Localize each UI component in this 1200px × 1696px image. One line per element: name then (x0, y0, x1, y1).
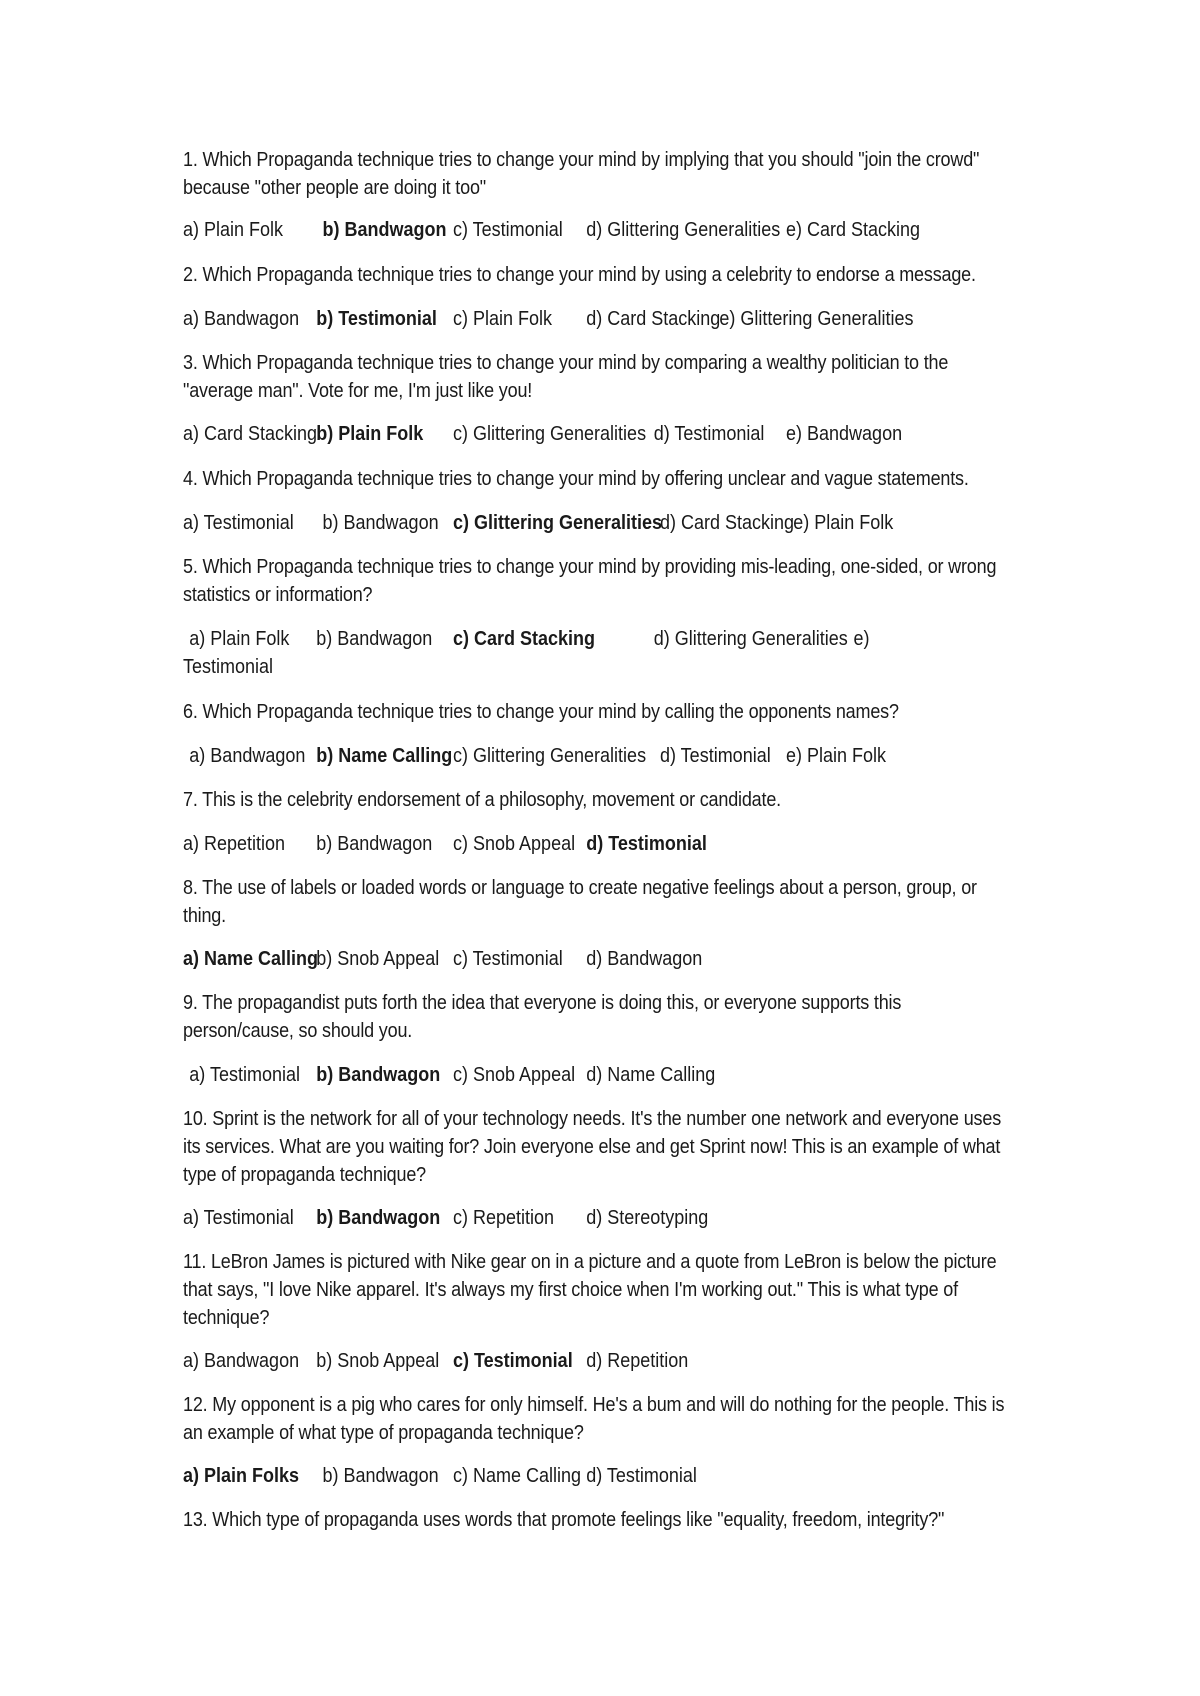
question-9-text: 9. The propagandist puts forth the idea that everyone is doing this, or everyone supports this person/cause, so should you. (183, 992, 902, 1042)
question-13-text: 13. Which type of propaganda uses words that promote feelings like "equality, freedom, integrity?" (183, 1509, 945, 1531)
option-answer: b) Name Calling (316, 745, 453, 767)
question-3-text: 3. Which Propaganda technique tries to change your mind by comparing a wealthy politician to the "average man". Vote for me, I'm just like you! (183, 352, 949, 402)
option: b) Bandwagon (316, 833, 433, 855)
option-answer: a) Plain Folks (183, 1465, 300, 1487)
option: c) Repetition (453, 1207, 555, 1229)
option: a) Testimonial (183, 512, 294, 534)
option-answer: c) Glittering Generalities (453, 512, 663, 534)
option: b) Bandwagon (322, 1465, 439, 1487)
option: d) Stereotyping (586, 1207, 709, 1229)
question-2-text: 2. Which Propaganda technique tries to change your mind by using a celebrity to endorse a message. (183, 264, 976, 286)
option-answer: b) Bandwagon (316, 1064, 441, 1086)
option: d) Card Stacking (586, 308, 721, 330)
option: a) Testimonial (183, 1207, 294, 1229)
option-answer: b) Testimonial (316, 308, 437, 330)
question-10-text: 10. Sprint is the network for all of your technology needs. It's the number one network and everyone uses its services. What are you waiting for? Join everyone else and get Sprint now! This is an example of what type of propaganda technique? (183, 1108, 1002, 1186)
option: e) Bandwagon (786, 423, 903, 445)
option: e) (853, 628, 870, 650)
question-6-text: 6. Which Propaganda technique tries to change your mind by calling the opponents names? (183, 701, 899, 723)
question-11-text: 11. LeBron James is pictured with Nike gear on in a picture and a quote from LeBron is below the picture that says, "I love Nike apparel. It's always my first choice when I'm working out." This is what type of technique? (183, 1251, 997, 1329)
question-1-text: 1. Which Propaganda technique tries to change your mind by implying that you should "join the crowd" because "other people are doing it too" (183, 149, 980, 199)
option: c) Testimonial (453, 219, 563, 241)
option-answer: c) Card Stacking (453, 628, 596, 650)
question-4-text: 4. Which Propaganda technique tries to change your mind by offering unclear and vague statements. (183, 468, 969, 490)
option: d) Bandwagon (586, 948, 703, 970)
option: b) Bandwagon (316, 628, 433, 650)
option: d) Testimonial (653, 423, 765, 445)
option-answer: b) Bandwagon (322, 219, 447, 241)
question-5-text: 5. Which Propaganda technique tries to change your mind by providing mis-leading, one-sided, or wrong statistics or information? (183, 556, 997, 606)
option: d) Glittering Generalities (653, 628, 848, 650)
option: d) Glittering Generalities (586, 219, 781, 241)
option: a) Testimonial (189, 1064, 301, 1086)
option: c) Name Calling (453, 1465, 582, 1487)
option: e) Glittering Generalities (719, 308, 914, 330)
option: c) Snob Appeal (453, 1064, 576, 1086)
option-answer: d) Testimonial (586, 833, 707, 855)
option: d) Testimonial (586, 1465, 697, 1487)
option: b) Bandwagon (322, 512, 439, 534)
option: e) Card Stacking (786, 219, 921, 241)
option: a) Bandwagon (183, 308, 300, 330)
option: c) Glittering Generalities (453, 423, 647, 445)
option: c) Glittering Generalities (453, 745, 647, 767)
option: a) Repetition (183, 833, 286, 855)
option: a) Plain Folk (189, 628, 290, 650)
option: e) Plain Folk (793, 512, 894, 534)
option: c) Snob Appeal (453, 833, 576, 855)
option-answer: c) Testimonial (453, 1350, 573, 1372)
question-8-text: 8. The use of labels or loaded words or language to create negative feelings about a person, group, or thing. (183, 877, 977, 927)
option: c) Testimonial (453, 948, 563, 970)
question-12-text: 12. My opponent is a pig who cares for only himself. He's a bum and will do nothing for the people. This is an example of what type of propaganda technique? (183, 1394, 1005, 1444)
option: a) Card Stacking (183, 423, 318, 445)
question-7-text: 7. This is the celebrity endorsement of a philosophy, movement or candidate. (183, 789, 781, 811)
option: a) Bandwagon (183, 1350, 300, 1372)
option: Testimonial (183, 656, 274, 678)
option-answer: b) Bandwagon (316, 1207, 441, 1229)
option: d) Name Calling (586, 1064, 716, 1086)
option-answer: a) Name Calling (183, 948, 319, 970)
option-answer: b) Plain Folk (316, 423, 424, 445)
option: b) Snob Appeal (316, 948, 440, 970)
option: b) Snob Appeal (316, 1350, 440, 1372)
option: e) Plain Folk (786, 745, 887, 767)
option: d) Card Stacking (660, 512, 795, 534)
option: a) Bandwagon (189, 745, 306, 767)
option: d) Testimonial (660, 745, 771, 767)
option: a) Plain Folk (183, 219, 284, 241)
option: d) Repetition (586, 1350, 689, 1372)
option: c) Plain Folk (453, 308, 553, 330)
